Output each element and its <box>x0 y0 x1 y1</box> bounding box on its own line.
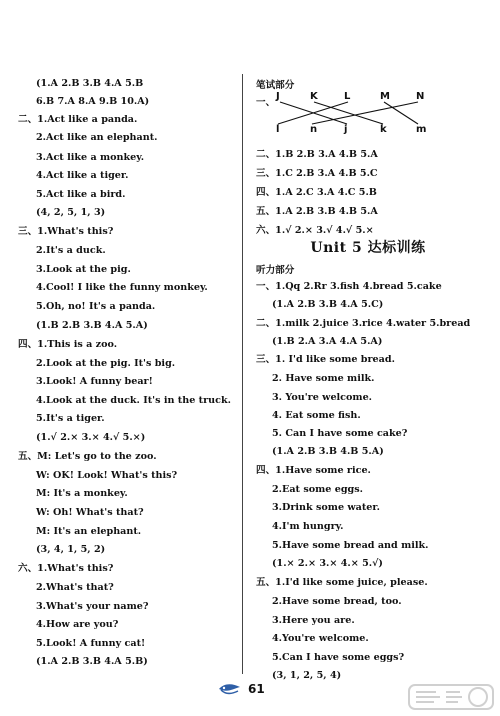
answer-line: 3.What's your name? <box>36 601 149 612</box>
answer-line: 3.Act like a monkey. <box>36 152 145 163</box>
answer-line: 2.Act like an elephant. <box>36 132 158 143</box>
answer-line: 四、1.This is a zoo. <box>18 339 118 350</box>
answer-line: 4.How are you? <box>36 619 119 630</box>
answer-line: (1.√ 2.× 3.× 4.√ 5.×) <box>36 432 146 443</box>
bottom-letter: m <box>416 124 427 135</box>
answer-line: 3.Here you are. <box>272 615 355 626</box>
answer-line: 二、1.Act like a panda. <box>18 114 138 125</box>
answer-line: 5.Act like a bird. <box>36 189 126 200</box>
answer-line: 4. Eat some fish. <box>272 410 361 421</box>
answer-line: 2.Look at the pig. It's big. <box>36 358 176 369</box>
answer-line: 4.Look at the duck. It's in the truck. <box>36 395 231 406</box>
unit-title: Unit 5 达标训练 <box>310 240 426 256</box>
answer-line: 2.It's a duck. <box>36 245 106 256</box>
answer-line: 五、1.I'd like some juice, please. <box>256 577 428 588</box>
answer-line: M: It's a monkey. <box>36 488 128 499</box>
top-letter: M <box>380 91 390 102</box>
answer-line: 3.Drink some water. <box>272 502 380 513</box>
page-leaf-icon <box>218 682 242 696</box>
answer-line: 3. You're welcome. <box>272 392 373 403</box>
answer-line: 二、1.B 2.B 3.A 4.B 5.A <box>256 149 378 160</box>
answer-line: 2.Have some bread, too. <box>272 596 402 607</box>
listening-section-label: 听力部分 <box>256 265 295 276</box>
answer-line: 3.Look at the pig. <box>36 264 131 275</box>
answer-line: (1.× 2.× 3.× 4.× 5.√) <box>272 558 383 569</box>
answer-line: 四、1.A 2.C 3.A 4.C 5.B <box>256 187 377 198</box>
answer-line: (4, 2, 5, 1, 3) <box>36 207 106 218</box>
answer-line: M: It's an elephant. <box>36 526 142 537</box>
answer-line: 2.What's that? <box>36 582 114 593</box>
answer-line: (1.B 2.B 3.B 4.A 5.A) <box>36 320 148 331</box>
match-line <box>314 102 383 124</box>
answer-line: 2. Have some milk. <box>272 373 375 384</box>
answer-line: 5.Oh, no! It's a panda. <box>36 301 156 312</box>
page-number: 61 <box>248 682 265 696</box>
answer-line: 4.Act like a tiger. <box>36 170 129 181</box>
column-divider <box>242 74 243 674</box>
answer-line: 六、1.What's this? <box>18 563 114 574</box>
answer-line: 六、1.√ 2.× 3.√ 4.√ 5.× <box>256 225 374 236</box>
answer-line: 四、1.Have some rice. <box>256 465 371 476</box>
written-section-label: 笔试部分 <box>256 80 295 91</box>
answer-line: 4.You're welcome. <box>272 633 369 644</box>
answer-line: 2.Eat some eggs. <box>272 484 363 495</box>
answer-line: 5.Have some bread and milk. <box>272 540 429 551</box>
answer-line: 5.Look! A funny cat! <box>36 638 146 649</box>
answer-line: 6.B 7.A 8.A 9.B 10.A) <box>36 96 150 107</box>
top-letter: K <box>310 91 318 102</box>
bottom-letter: j <box>344 124 348 135</box>
answer-line: 三、1.What's this? <box>18 226 114 237</box>
answer-line: 三、1. I'd like some bread. <box>256 354 395 365</box>
page-footer <box>218 680 265 698</box>
bottom-letter: k <box>380 124 387 135</box>
matching-prefix: 一、 <box>256 97 276 108</box>
answer-line: 二、1.milk 2.juice 3.rice 4.water 5.bread <box>256 318 471 329</box>
answer-line: 5. Can I have some cake? <box>272 428 408 439</box>
bottom-letter: l <box>276 124 280 135</box>
answer-line: (1.A 2.B 3.B 4.A 5.C) <box>272 299 384 310</box>
answer-line: 5.It's a tiger. <box>36 413 105 424</box>
answer-line: 五、1.A 2.B 3.B 4.B 5.A <box>256 206 378 217</box>
top-letter: L <box>344 91 351 102</box>
matching-lines <box>256 88 436 133</box>
answer-line: (1.B 2.A 3.A 4.A 5.A) <box>272 336 383 347</box>
bottom-letter: n <box>310 124 318 135</box>
answer-line: (1.A 2.B 3.B 4.A 5.B <box>36 78 144 89</box>
answer-line: 一、1.Qq 2.Rr 3.fish 4.bread 5.cake <box>256 281 442 292</box>
answer-line: W: Oh! What's that? <box>36 507 144 518</box>
answer-line: (3, 1, 2, 5, 4) <box>272 670 342 681</box>
top-letter: N <box>416 91 425 102</box>
answer-line: (1.A 2.B 3.B 4.A 5.B) <box>36 656 148 667</box>
answer-line: 五、M: Let's go to the zoo. <box>18 451 157 462</box>
answer-line: 3.Look! A funny bear! <box>36 376 153 387</box>
watermark-logo <box>408 682 494 712</box>
match-line <box>312 102 418 124</box>
answer-line: 4.I'm hungry. <box>272 521 344 532</box>
answer-line: 5.Can I have some eggs? <box>272 652 405 663</box>
answer-line: W: OK! Look! What's this? <box>36 470 178 481</box>
answer-line: 三、1.C 2.B 3.A 4.B 5.C <box>256 168 378 179</box>
top-letter: J <box>276 91 280 102</box>
answer-line: (3, 4, 1, 5, 2) <box>36 544 106 555</box>
answer-line: (1.A 2.B 3.B 4.B 5.A) <box>272 446 384 457</box>
answer-line: 4.Cool! I like the funny monkey. <box>36 282 208 293</box>
